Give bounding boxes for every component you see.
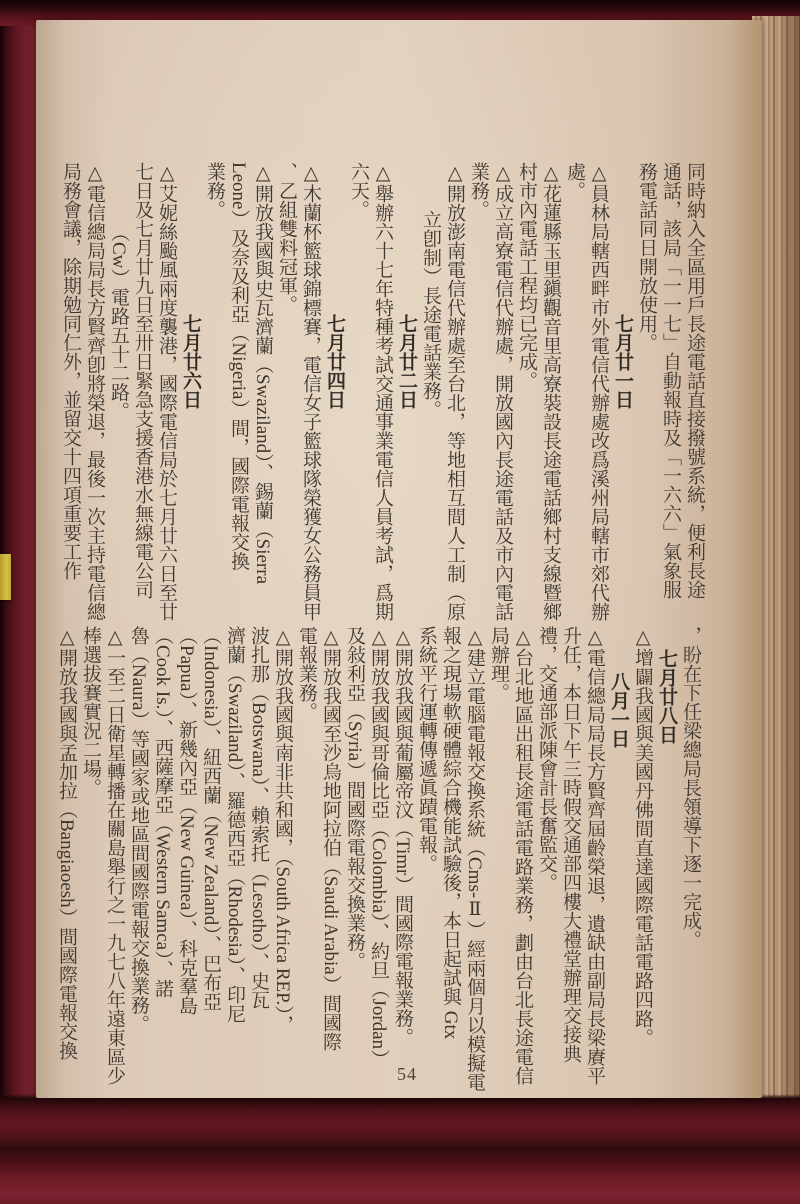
- text-column: 七日及七月廿九日至卅日緊急支援香港水無線電公司: [132, 162, 153, 599]
- text-column: △成立高寮電信代辦處，開放國內長途電話及市內電話: [492, 162, 513, 621]
- text-column: 務電話同日開放使用。: [636, 162, 657, 352]
- book-page: [36, 20, 762, 1098]
- text-column: （Papua）、新幾內亞（New Guinea）、科克羣島: [176, 626, 197, 1015]
- text-column: △開放我國與哥倫比亞（Colombia）、約旦（Jordan）: [368, 626, 389, 1069]
- text-column: △一至二日衛星轉播在關島舉行之一九七八年遠東區少: [104, 626, 125, 1085]
- text-column: △艾妮絲颱風兩度襲港，國際電信局於七月廿六日至廿: [156, 162, 177, 621]
- text-column: 局辦理。: [488, 626, 509, 702]
- text-column: ，盼在下任梁總局長領導下逐一完成。: [680, 626, 701, 949]
- text-column: 棒選拔賽實況二場。: [80, 626, 101, 797]
- text-column: 處。: [564, 162, 585, 200]
- date-heading: 七月廿四日: [324, 314, 345, 409]
- book-cover-left-edge: [0, 0, 40, 1204]
- text-column: 、乙組雙料冠軍。: [276, 162, 297, 314]
- text-column: 及敍利亞（Syria）間國際電報交換業務。: [344, 626, 365, 971]
- text-column: 電報業務。: [296, 626, 317, 721]
- text-column: 報之現場軟硬體綜合機能試驗後，本日起試與 Gtx: [440, 626, 461, 1040]
- text-column: 六天。: [348, 162, 369, 219]
- text-column: 立卽制）長途電話業務。: [420, 210, 441, 419]
- text-column: 業務。: [204, 162, 225, 219]
- text-column: △開放我國與葡屬帝汶（Timr）間國際電報業務。: [392, 626, 413, 1047]
- text-column: △開放澎南電信代辦處至台北，等地相互間人工制（原: [444, 162, 465, 621]
- text-column: 升任，本日下午三時假交通部四樓大禮堂辦理交接典: [560, 626, 581, 1063]
- text-column: △增闢我國與美國丹佛間直達國際電話電路四路。: [632, 626, 653, 1047]
- text-column: △舉辦六十七年特種考試交通事業電信人員考試，爲期: [372, 162, 393, 621]
- text-column: △木蘭杯籃球錦標賽，電信女子籃球隊榮獲女公務員甲: [300, 162, 321, 621]
- text-column: △電信總局局長方賢齊屆齡榮退，遺缺由副局長梁賡平: [584, 626, 605, 1085]
- text-column: △開放我國與史瓦濟蘭（Swaziland）、錫蘭（Sierra: [252, 162, 273, 585]
- date-heading: 八月一日: [608, 672, 629, 748]
- date-heading: 七月廿八日: [656, 649, 677, 744]
- text-column: 系統平行運轉傳遞眞蹟電報。: [416, 626, 437, 873]
- text-column: 通話，該局「一一七」自動報時及「一六六」氣象服: [660, 162, 681, 599]
- text-column: △開放我國與孟加拉（Bangiaoesh）間國際電報交換: [56, 626, 77, 1060]
- date-heading: 七月廿二日: [396, 314, 417, 409]
- text-column: △員林局轄西畔市外電信代辦處改爲溪州局轄市郊代辦: [588, 162, 609, 621]
- text-column: （Indonesia）、紐西蘭（New Zealand）、巴布亞: [200, 626, 221, 1011]
- book-cover-bottom: [0, 1094, 800, 1204]
- text-column: 村市內電話工程均已完成。: [516, 162, 537, 390]
- text-column: △開放我國至沙烏地阿拉伯（Saudi Arabia）間國際: [320, 626, 341, 1051]
- text-band-top: [58, 162, 706, 656]
- text-column: △電信總局局長方賢齊卽將榮退，最後一次主持電信總: [84, 162, 105, 621]
- text-column: △建立電腦電報交換系統（Cms-Ⅱ）經兩個月以模擬電: [464, 626, 485, 1092]
- text-column: △花蓮縣玉里鎭觀音里高寮裝設長途電話鄉村支線暨鄉: [540, 162, 561, 621]
- page-number: 54: [397, 1064, 417, 1084]
- text-column: （Cook Is.）、西薩摩亞（Western Samca）、諾: [152, 626, 173, 998]
- text-column: △台北地區出租長途電話電路業務，劃由台北長途電信: [512, 626, 533, 1085]
- text-column: △開放我國與南非共和國，（South Africa REP.），: [272, 626, 293, 1034]
- yellow-tab: [0, 554, 11, 600]
- text-column: 禮，交通部派陳會計長奮監交。: [536, 626, 557, 892]
- text-column: 同時納入全區用戶長途電話直接撥號系統，便利長途: [684, 162, 705, 599]
- text-column: （Cw）電路五十二路。: [108, 223, 129, 421]
- text-column: Leone）及奈及利亞（Nigeria）間，國際電報交換: [228, 162, 249, 571]
- text-column: 波扎那（Botswana）、賴索托（Lesotho）、史瓦: [248, 626, 269, 1010]
- text-band-bottom: [54, 626, 702, 1092]
- text-column: 魯（Naura）等國家或地區間國際電報交換業務。: [128, 626, 149, 1034]
- date-heading: 七月廿六日: [180, 314, 201, 409]
- date-heading: 七月廿一日: [612, 314, 633, 409]
- text-column: 局務會議，除期勉同仁外，並留交十四項重要工作: [60, 162, 81, 580]
- text-column: 業務。: [468, 162, 489, 219]
- text-column: 濟蘭（Swaziland）、羅德西亞（Rhodesia）、印尼: [224, 626, 245, 1023]
